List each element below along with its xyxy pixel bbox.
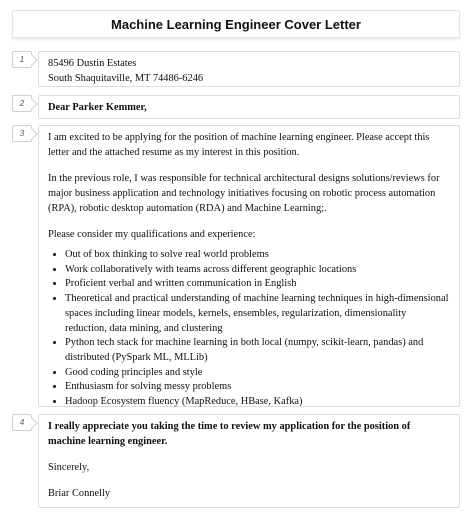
body-paragraph-experience: In the previous role, I was responsible for technical architectural designs solutions/reviews for major business application and technology initiatives focusing on robotic process automation (RPA), robotic desktop automation (RDA) and Machine Learning;. [48, 173, 440, 214]
qualifications-list [48, 248, 450, 410]
body-card [38, 125, 460, 407]
section-closing [12, 414, 460, 508]
section-number-badge: 4 [12, 414, 32, 431]
greeting-card [38, 95, 460, 119]
body-paragraph-intro: I am excited to be applying for the position of machine learning engineer. Please accept this letter and the attached resume as my interest in this position. [48, 132, 430, 158]
section-address [12, 51, 460, 87]
signoff-text: Sincerely, [48, 462, 90, 473]
address-line-2: South Shaquitaville, MT 74486-6246 [48, 73, 204, 84]
document-title-bar [12, 10, 460, 38]
list-item: • Work collaboratively with teams across different geographic locations [65, 263, 450, 278]
address-line-1: 85496 Dustin Estates [48, 58, 137, 69]
section-body [12, 125, 460, 407]
list-item: • Out of box thinking to solve real world problems [65, 248, 450, 263]
closing-paragraph: I really appreciate you taking the time to review my application for the position of machine learning engineer. [48, 421, 411, 447]
list-item: • Theoretical and practical understanding of machine learning techniques in high-dimensional spaces including linear models, kernels, ensembles, regularization, dimensionality reduction, data mining, and clustering [65, 292, 450, 336]
list-item: • Good coding principles and style [65, 366, 450, 381]
list-item: • Hadoop Ecosystem fluency (MapReduce, HBase, Kafka) [65, 395, 450, 410]
list-item: • Enthusiasm for solving messy problems [65, 380, 450, 395]
list-item: • Proficient verbal and written communication in English [65, 277, 450, 292]
section-greeting [12, 95, 460, 119]
address-card [38, 51, 460, 87]
body-paragraph-qualifications: Please consider my qualifications and experience: [48, 229, 256, 240]
section-number-badge: 3 [12, 125, 32, 142]
document-title: Machine Learning Engineer Cover Letter [111, 16, 361, 32]
list-item: • Python tech stack for machine learning in both local (numpy, scikit-learn, pandas) and distributed (PySpark ML, MLLib) [65, 336, 450, 365]
section-number-badge: 1 [12, 51, 32, 68]
closing-card [38, 414, 460, 508]
section-number-badge: 2 [12, 95, 32, 112]
greeting-text: Dear Parker Kemmer, [48, 102, 147, 113]
signature-name: Briar Connelly [48, 488, 111, 499]
